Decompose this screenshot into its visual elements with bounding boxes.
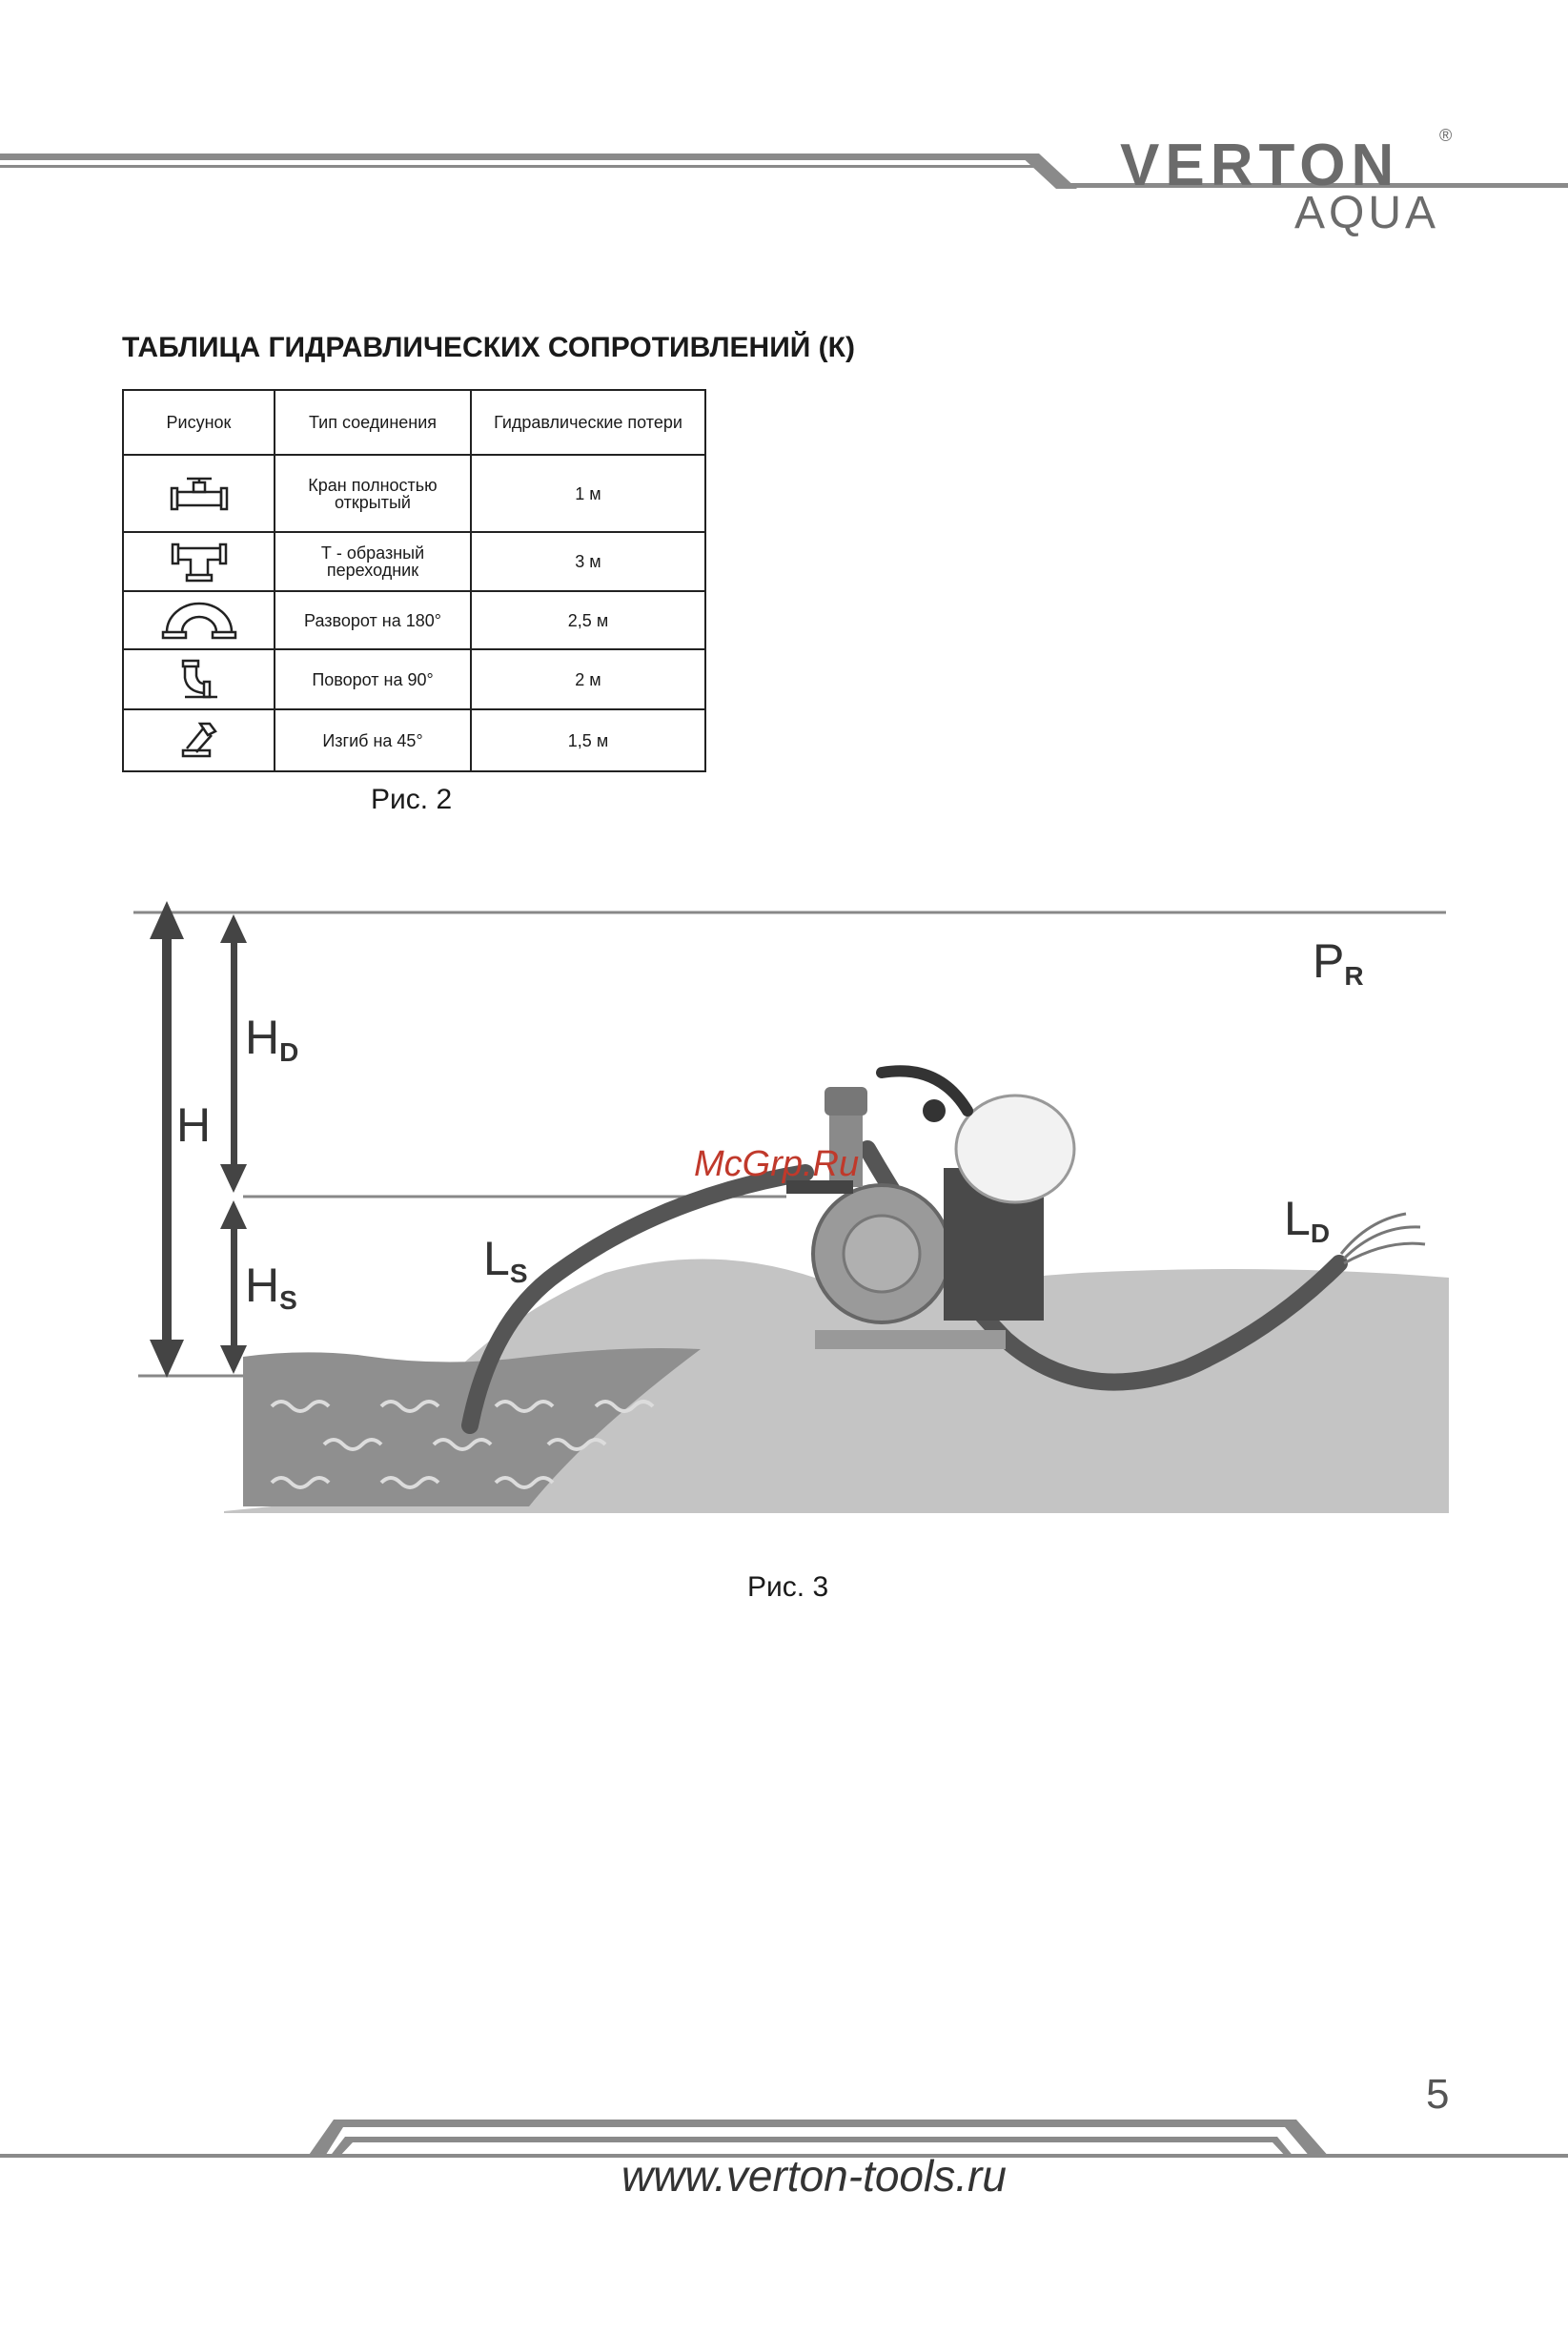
label-h: H — [176, 1098, 212, 1152]
connection-type: Т - образный переходник — [275, 532, 471, 591]
column-header: Рисунок — [123, 390, 275, 455]
table-row — [123, 649, 705, 709]
pump-installation-diagram — [129, 872, 1454, 1564]
hydraulic-resistance-table — [122, 389, 706, 772]
hydraulic-loss: 1,5 м — [471, 709, 705, 771]
connection-type: Разворот на 180° — [275, 591, 471, 649]
registered-mark: ® — [1439, 126, 1453, 145]
table-row — [123, 455, 705, 532]
label-pr: PR — [1313, 934, 1364, 991]
section-title: ТАБЛИЦА ГИДРАВЛИЧЕСКИХ СОПРОТИВЛЕНИЙ (К) — [122, 332, 855, 363]
page-number: 5 — [1426, 2071, 1450, 2118]
water-spray — [1341, 1214, 1425, 1263]
bend-45-icon — [123, 709, 275, 771]
table-header-row — [123, 390, 705, 455]
column-header: Гидравлические потери — [471, 390, 705, 455]
hydraulic-loss: 3 м — [471, 532, 705, 591]
label-ls: LS — [483, 1232, 528, 1288]
suction-head-arrow — [220, 1200, 247, 1374]
table-row — [123, 591, 705, 649]
u-turn-icon — [123, 591, 275, 649]
table-row — [123, 709, 705, 771]
column-header: Тип соединения — [275, 390, 471, 455]
table-row — [123, 532, 705, 591]
connection-type: Поворот на 90° — [275, 649, 471, 709]
connection-type: Кран полностью открытый — [275, 455, 471, 532]
hydraulic-loss: 2,5 м — [471, 591, 705, 649]
brand-logo: VERTON — [1120, 133, 1400, 198]
valve-icon — [123, 455, 275, 532]
discharge-head-arrow — [220, 914, 247, 1193]
figure-3-caption: Рис. 3 — [747, 1571, 829, 1603]
label-ld: LD — [1284, 1192, 1331, 1248]
label-hs: HS — [245, 1259, 297, 1315]
hydraulic-loss: 1 м — [471, 455, 705, 532]
website-link[interactable]: www.verton-tools.ru — [621, 2151, 1007, 2201]
figure-2-caption: Рис. 2 — [371, 784, 453, 815]
connection-type: Изгиб на 45° — [275, 709, 471, 771]
hydraulic-loss: 2 м — [471, 649, 705, 709]
watermark: McGrp.Ru — [694, 1144, 860, 1184]
tee-icon — [123, 532, 275, 591]
label-hd: HD — [245, 1011, 299, 1067]
brand-subtitle: AQUA — [1294, 188, 1440, 238]
elbow-90-icon — [123, 649, 275, 709]
